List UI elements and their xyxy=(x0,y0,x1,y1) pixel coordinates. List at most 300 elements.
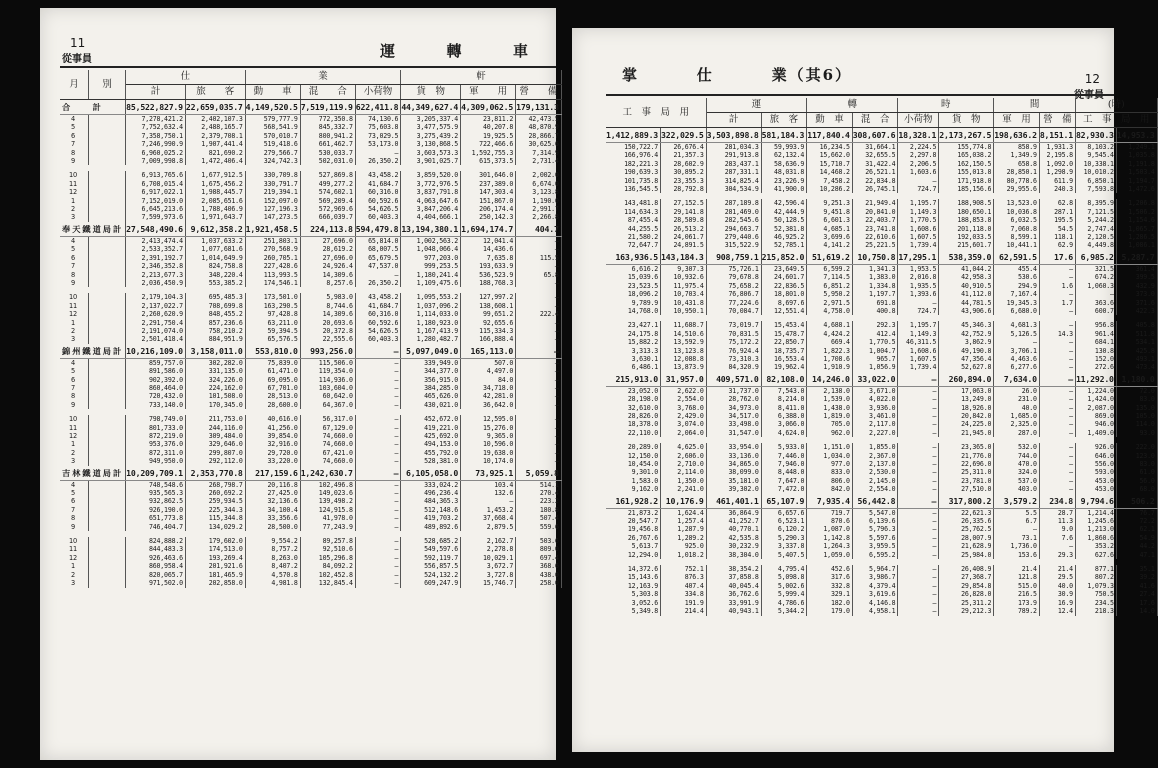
data-cell: 150,722.7 xyxy=(606,143,661,152)
data-cell: 20,841.0 xyxy=(852,208,898,216)
data-cell: 512,148.6 xyxy=(401,506,461,514)
data-cell: 1,059.0 xyxy=(807,551,853,559)
data-cell: 1,079.3 xyxy=(1075,582,1116,590)
data-cell: 60,592.6 xyxy=(355,319,401,327)
table-row xyxy=(606,208,1157,216)
table-row xyxy=(60,157,561,165)
data-cell: 4,424.2 xyxy=(807,330,853,338)
data-cell: 600.7 xyxy=(1075,307,1116,315)
table-row xyxy=(60,489,561,497)
data-cell: 22,610.6 xyxy=(852,233,898,241)
data-cell: 1,608.6 xyxy=(898,225,939,233)
data-cell: — xyxy=(1075,290,1116,298)
data-cell: 399.5 xyxy=(1116,273,1157,281)
data-cell: 292.3 xyxy=(852,321,898,329)
total-cell: — xyxy=(1039,372,1075,387)
data-cell: 6,388.0 xyxy=(761,412,807,420)
data-cell: 3,275,439.2 xyxy=(401,132,461,140)
data-cell: — xyxy=(516,262,562,270)
data-cell: 40,616.0 xyxy=(245,415,300,423)
table-row xyxy=(606,168,1157,176)
data-cell: 425.8 xyxy=(1116,347,1157,355)
spacer-cell xyxy=(89,457,126,465)
total-cell: — xyxy=(898,372,939,387)
month-cell: 4 xyxy=(60,480,89,489)
data-cell: 425,692.0 xyxy=(401,432,461,440)
data-cell: 7,543.0 xyxy=(761,386,807,395)
data-cell: 530.6 xyxy=(994,273,1040,281)
data-cell: 24,175.8 xyxy=(606,330,661,338)
data-cell: 536,523.9 xyxy=(461,271,516,279)
table-row xyxy=(606,233,1157,241)
data-cell: 935,565.3 xyxy=(126,489,186,497)
data-cell: 102,496.8 xyxy=(300,480,355,489)
data-cell: 2,391,192.7 xyxy=(126,254,186,262)
month-cell: 12 xyxy=(60,554,89,562)
data-cell: 14.0 xyxy=(1116,607,1157,615)
data-cell: 29,720.0 xyxy=(245,449,300,457)
total-cell: 5,287.7 xyxy=(1116,250,1157,265)
data-cell: 658.8 xyxy=(994,160,1040,168)
data-cell: 4,570.8 xyxy=(245,571,300,579)
data-cell: 46,311.5 xyxy=(898,338,939,346)
data-cell: — xyxy=(516,293,562,301)
data-cell: 10,431.8 xyxy=(661,299,707,307)
data-cell: 41,978.0 xyxy=(300,514,355,522)
data-cell: 3,671.0 xyxy=(852,386,898,395)
data-cell: 9,251.3 xyxy=(807,199,853,207)
data-cell: — xyxy=(898,517,939,525)
data-cell: 4,449.8 xyxy=(1075,241,1116,249)
data-cell: — xyxy=(355,415,401,423)
data-cell: 22,555.6 xyxy=(300,335,355,343)
data-cell: 842.0 xyxy=(807,485,853,493)
data-cell: 54,626.5 xyxy=(355,205,401,213)
data-cell: — xyxy=(516,319,562,327)
data-cell: 6,851.2 xyxy=(807,282,853,290)
data-cell: 231.0 xyxy=(994,395,1040,403)
data-cell: 1,349.9 xyxy=(994,151,1040,159)
data-cell: 28,600.0 xyxy=(245,401,300,409)
data-cell: 26,350.2 xyxy=(355,279,401,287)
data-cell: 1,608.6 xyxy=(898,347,939,355)
data-cell: 29,955.6 xyxy=(994,185,1040,193)
data-cell: 1,191.8 xyxy=(1116,160,1157,168)
data-cell: 219,394.1 xyxy=(245,188,300,196)
data-cell: 4,379.4 xyxy=(852,582,898,590)
data-cell: 121.8 xyxy=(994,573,1040,581)
data-cell: 1,350.0 xyxy=(661,477,707,485)
total-cell: 308,607.6 xyxy=(852,128,898,143)
data-cell: 250,142.3 xyxy=(461,213,516,221)
data-cell: 7,114.5 xyxy=(807,273,853,281)
page-title xyxy=(380,40,530,61)
data-cell: 549,597.6 xyxy=(401,545,461,553)
total-cell: 317,800.2 xyxy=(939,494,994,509)
data-cell: 528,381.0 xyxy=(401,457,461,465)
data-cell: — xyxy=(1039,347,1075,355)
data-cell: 453.0 xyxy=(1075,477,1116,485)
data-cell: — xyxy=(898,485,939,493)
data-cell: 484,365.3 xyxy=(401,497,461,505)
data-cell: 24,225.0 xyxy=(939,420,994,428)
data-cell: 222.4 xyxy=(516,310,562,318)
data-cell: 43,906.6 xyxy=(939,307,994,315)
total-cell: — xyxy=(355,344,401,359)
data-cell: 54.5 xyxy=(1039,225,1075,233)
data-cell: 25,221.5 xyxy=(852,241,898,249)
data-cell: 971,502.0 xyxy=(126,579,186,587)
data-cell: 926,190.0 xyxy=(126,506,186,514)
table-row xyxy=(606,468,1157,476)
total-cell: 10,216,109.0 xyxy=(126,344,186,359)
data-cell: 333,024.2 xyxy=(401,480,461,489)
data-cell: 93.0 xyxy=(1116,429,1157,437)
total-cell: 215,913.0 xyxy=(606,372,661,387)
data-cell: 2,501,418.4 xyxy=(126,335,186,343)
data-cell: 3,699.6 xyxy=(807,233,853,241)
data-cell: 84,092.2 xyxy=(300,562,355,570)
data-cell: — xyxy=(461,497,516,505)
data-cell: 14,436.6 xyxy=(461,245,516,253)
data-cell: 1,037,096.2 xyxy=(401,302,461,310)
data-cell: — xyxy=(355,432,401,440)
data-cell: 19,962.4 xyxy=(761,363,807,371)
data-cell: 185,156.6 xyxy=(939,185,994,193)
data-cell: — xyxy=(898,565,939,573)
data-cell: — xyxy=(898,443,939,451)
data-cell: 6,601.3 xyxy=(807,216,853,224)
data-cell: — xyxy=(516,245,562,253)
table-row xyxy=(606,573,1157,581)
data-cell: 9,789.9 xyxy=(606,299,661,307)
data-cell: 2,120.5 xyxy=(1075,233,1116,241)
month-cell: 6 xyxy=(60,254,89,262)
table-row xyxy=(60,562,561,570)
data-cell: 92,510.6 xyxy=(300,545,355,553)
data-cell: 7,246,990.9 xyxy=(126,140,186,148)
data-cell: 54.9 xyxy=(1116,534,1157,542)
table-row xyxy=(606,395,1157,403)
total-cell: 409,571.0 xyxy=(706,372,761,387)
data-cell: 12,088.8 xyxy=(661,355,707,363)
data-cell: 268,798.7 xyxy=(185,480,245,489)
data-cell: 7,458.2 xyxy=(807,177,853,185)
section-total-row xyxy=(606,250,1157,265)
table-row xyxy=(606,551,1157,559)
total-cell: 1,412,889.3 xyxy=(606,128,661,143)
month-cell: 5 xyxy=(60,245,89,253)
data-cell: 6,913,765.6 xyxy=(126,171,186,179)
data-cell: — xyxy=(516,279,562,287)
data-cell: 9,301.0 xyxy=(606,468,661,476)
data-cell: 1,298.9 xyxy=(1039,168,1075,176)
data-cell: 182,221.3 xyxy=(606,160,661,168)
table-row xyxy=(606,216,1157,224)
data-cell: 496,236.4 xyxy=(401,489,461,497)
total-cell: 1,694,174.7 xyxy=(461,222,516,237)
column-header: 工 事 局 用 xyxy=(606,98,706,128)
data-cell: 20,289.0 xyxy=(606,443,661,451)
total-cell: 11,292.0 xyxy=(1075,372,1116,387)
data-cell: 42,281.0 xyxy=(461,392,516,400)
data-cell: — xyxy=(516,401,562,409)
total-cell: 908,759.1 xyxy=(706,250,761,265)
data-cell: — xyxy=(355,440,401,448)
table-row xyxy=(606,607,1157,615)
data-cell: 170,345.0 xyxy=(185,401,245,409)
data-cell: — xyxy=(516,302,562,310)
spacer-cell xyxy=(89,392,126,400)
data-cell: 34,100.4 xyxy=(245,506,300,514)
total-cell: 9,612,358.2 xyxy=(185,222,245,237)
data-cell: — xyxy=(516,392,562,400)
data-cell: 5,349.8 xyxy=(606,607,661,615)
data-cell: 527,869.8 xyxy=(300,171,355,179)
data-cell: — xyxy=(1039,404,1075,412)
data-cell: — xyxy=(898,412,939,420)
data-cell: — xyxy=(898,599,939,607)
table-row xyxy=(60,376,561,384)
total-cell: 553,810.0 xyxy=(245,344,300,359)
data-cell: 113,993.5 xyxy=(245,271,300,279)
data-cell: 1,195.7 xyxy=(898,199,939,207)
data-cell: 152,097.0 xyxy=(245,197,300,205)
data-cell: — xyxy=(898,534,939,542)
data-cell: 3,630.1 xyxy=(606,355,661,363)
data-cell: 999,253.5 xyxy=(401,262,461,270)
data-cell: 26,745.1 xyxy=(852,185,898,193)
data-cell: 2,325.0 xyxy=(994,420,1040,428)
data-cell: 225,344.3 xyxy=(185,506,245,514)
data-cell: 6,032.5 xyxy=(994,216,1040,224)
data-cell: 115.5 xyxy=(516,254,562,262)
data-cell: 218.3 xyxy=(1075,607,1116,615)
data-cell: 31,664.1 xyxy=(852,143,898,152)
data-cell: 7,009,998.8 xyxy=(126,157,186,165)
data-cell: 691.8 xyxy=(852,299,898,307)
data-cell: 891,586.0 xyxy=(126,367,186,375)
data-cell: 15,478.7 xyxy=(761,330,807,338)
total-cell: 73,925.1 xyxy=(461,466,516,481)
data-cell: 28,619.2 xyxy=(300,245,355,253)
month-cell: 7 xyxy=(60,384,89,392)
data-cell: 60,316.0 xyxy=(355,310,401,318)
data-cell: 62.9 xyxy=(1039,241,1075,249)
spacer-cell xyxy=(89,384,126,392)
data-cell: 869.0 xyxy=(1075,412,1116,420)
data-cell: 452.6 xyxy=(807,565,853,573)
table-row xyxy=(60,271,561,279)
table-row xyxy=(60,514,561,522)
data-cell: 361.4 xyxy=(1116,264,1157,273)
data-cell: — xyxy=(898,299,939,307)
data-cell: 61.0 xyxy=(1116,468,1157,476)
group-header: 仕 xyxy=(126,70,246,85)
table-row xyxy=(606,282,1157,290)
month-cell: 2 xyxy=(60,205,89,213)
table-row xyxy=(606,386,1157,395)
data-cell: 2,137,022.7 xyxy=(126,302,186,310)
spacer-cell xyxy=(89,401,126,409)
total-cell: 85,522,827.9 xyxy=(126,100,186,115)
data-cell: 9,162.0 xyxy=(606,485,661,493)
data-cell: 1,149.3 xyxy=(898,208,939,216)
data-cell: 1,935.5 xyxy=(898,282,939,290)
table-row xyxy=(606,599,1157,607)
data-cell: 21,776.0 xyxy=(939,452,994,460)
total-cell: — xyxy=(516,344,562,359)
total-cell: 13,194,380.1 xyxy=(401,222,461,237)
data-cell: 4,022.0 xyxy=(852,395,898,403)
data-cell: 1,603.6 xyxy=(898,168,939,176)
data-cell: 211,753.0 xyxy=(185,415,245,423)
spacer-cell xyxy=(89,188,126,196)
data-cell: — xyxy=(516,440,562,448)
total-cell: 234.8 xyxy=(1039,494,1075,509)
spacer-cell xyxy=(89,197,126,205)
table-row xyxy=(606,321,1157,329)
data-cell: 59,394.5 xyxy=(245,327,300,335)
data-cell: 281,034.3 xyxy=(706,143,761,152)
section-label: 吉林鐵道局計 xyxy=(60,466,126,481)
data-cell: 627.6 xyxy=(1075,551,1116,559)
data-cell: 1,060.3 xyxy=(1075,282,1116,290)
data-cell: 553,385.2 xyxy=(185,279,245,287)
data-cell: 260,692.2 xyxy=(185,489,245,497)
data-cell: 5,613.7 xyxy=(606,542,661,550)
data-cell: 724.7 xyxy=(898,185,939,193)
data-cell: 2,488,165.7 xyxy=(185,123,245,131)
data-cell: 5,407.5 xyxy=(761,551,807,559)
total-cell: 3,503,898.8 xyxy=(706,128,761,143)
data-cell: 339,949.0 xyxy=(401,358,461,367)
data-cell: 330,791.7 xyxy=(245,180,300,188)
title-char: 車 xyxy=(512,42,530,60)
data-cell: — xyxy=(1039,363,1075,371)
data-cell: 56.0 xyxy=(1116,477,1157,485)
data-cell: 1,334.8 xyxy=(852,282,898,290)
data-cell: 76,806.7 xyxy=(706,290,761,298)
spacer-cell xyxy=(89,319,126,327)
data-cell: — xyxy=(355,497,401,505)
data-cell: 202,858.0 xyxy=(185,579,245,587)
data-cell: 568,541.9 xyxy=(245,123,300,131)
data-cell: 1,194.7 xyxy=(1116,177,1157,185)
data-cell: 60,403.3 xyxy=(355,213,401,221)
total-cell: 51,619.2 xyxy=(807,250,853,265)
total-cell: 198,636.2 xyxy=(994,128,1040,143)
data-cell: 43,458.2 xyxy=(355,293,401,301)
data-cell: 224,162.0 xyxy=(185,384,245,392)
data-cell: 965.7 xyxy=(852,355,898,363)
data-cell: 10,174.0 xyxy=(461,457,516,465)
header-rule xyxy=(606,94,1114,96)
data-cell: 1,095,553.2 xyxy=(401,293,461,301)
month-cell: 9 xyxy=(60,279,89,287)
data-cell: 53,173.0 xyxy=(355,140,401,148)
data-cell: 134,029.2 xyxy=(185,523,245,531)
left-page xyxy=(40,8,559,760)
data-cell: 4,141.2 xyxy=(807,241,853,249)
total-cell: 7,519,119.9 xyxy=(300,100,355,115)
data-cell: 5,597.6 xyxy=(852,534,898,542)
data-cell: — xyxy=(355,358,401,367)
data-cell: 29,141.8 xyxy=(661,208,707,216)
data-cell: 572,969.6 xyxy=(300,205,355,213)
data-cell: 28,513.0 xyxy=(245,392,300,400)
data-cell: 5,983.0 xyxy=(300,293,355,301)
total-cell: 581,184.3 xyxy=(761,128,807,143)
total-cell: 5,097,049.0 xyxy=(401,344,461,359)
data-cell: 807.2 xyxy=(1075,573,1116,581)
data-cell: 15,453.4 xyxy=(761,321,807,329)
group-header: 間 xyxy=(994,98,1076,113)
section-label: 奉天鐵道局計 xyxy=(60,222,126,237)
category-header: 別 xyxy=(89,70,126,100)
table-row xyxy=(606,452,1157,460)
data-cell: 8,448.0 xyxy=(761,468,807,476)
month-cell: 12 xyxy=(60,188,89,196)
data-cell: 21,949.4 xyxy=(852,199,898,207)
data-cell: 1,438.0 xyxy=(807,404,853,412)
data-cell: 33,136.0 xyxy=(706,452,761,460)
table-row xyxy=(60,132,561,140)
data-cell: 348,220.4 xyxy=(185,271,245,279)
data-cell: 188,853.8 xyxy=(939,216,994,224)
data-cell: 10,703.4 xyxy=(661,290,707,298)
data-cell: 223.2 xyxy=(516,497,562,505)
month-cell: 5 xyxy=(60,123,89,131)
data-cell: 1,953.5 xyxy=(898,264,939,273)
column-header: 旅 客 xyxy=(185,85,245,100)
spacer-cell xyxy=(89,335,126,343)
data-cell: 294.9 xyxy=(994,282,1040,290)
table-row xyxy=(60,236,561,245)
total-cell: 179,131.3 xyxy=(516,100,562,115)
data-cell: 329,646.0 xyxy=(185,440,245,448)
page-title xyxy=(622,64,852,85)
data-cell: — xyxy=(355,384,401,392)
table-row xyxy=(60,571,561,579)
data-cell: — xyxy=(898,508,939,517)
data-cell: 21,873.2 xyxy=(606,508,661,517)
table-row xyxy=(606,290,1157,298)
data-cell: 15,710.7 xyxy=(807,160,853,168)
data-cell: 2,379,708.1 xyxy=(185,132,245,140)
data-cell: 962.0 xyxy=(807,429,853,437)
data-cell: 260,705.1 xyxy=(245,254,300,262)
data-cell: 403.0 xyxy=(994,485,1040,493)
table-row xyxy=(606,485,1157,493)
data-cell: 1,289.2 xyxy=(661,534,707,542)
data-cell: 174,513.0 xyxy=(185,545,245,553)
data-cell: 8,697.6 xyxy=(761,299,807,307)
data-cell: 5.5 xyxy=(994,508,1040,517)
table-row xyxy=(60,319,561,327)
data-cell: 22,621.3 xyxy=(939,508,994,517)
month-cell: 4 xyxy=(60,236,89,245)
data-cell: 73,310.3 xyxy=(706,355,761,363)
data-cell: 611.9 xyxy=(1039,177,1075,185)
data-cell: 26,676.4 xyxy=(661,143,707,152)
data-cell: 222.0 xyxy=(1116,443,1157,451)
title-char: 運 xyxy=(380,42,398,60)
section-total-row xyxy=(60,344,561,359)
data-cell: 744.0 xyxy=(994,452,1040,460)
total-cell: 3,158,011.0 xyxy=(185,344,245,359)
data-cell: — xyxy=(1039,412,1075,420)
